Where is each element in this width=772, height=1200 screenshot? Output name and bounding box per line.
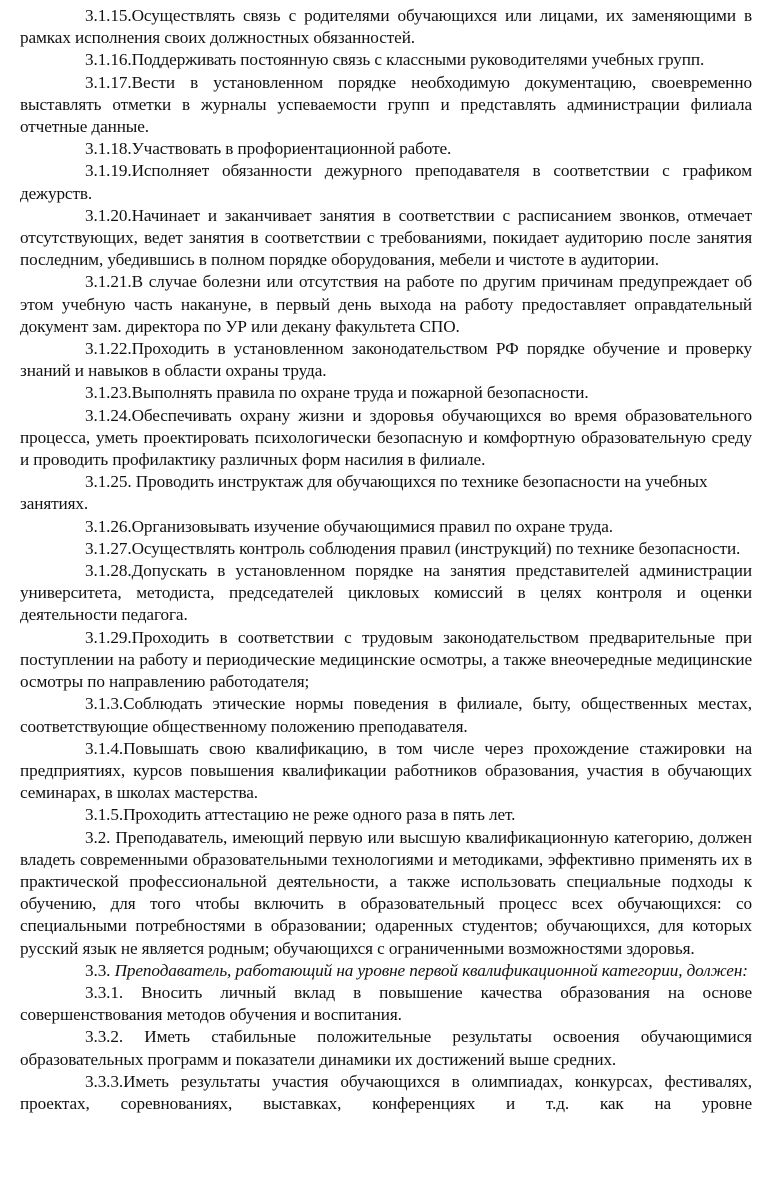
paragraph-3-1-28 [20,560,752,627]
paragraph-3-1-20 [20,205,752,272]
paragraph-3-1-22 [20,338,752,382]
paragraph-text: Выполнять правила по охране труда и пожарной безопасности. [131,383,589,403]
paragraph-number: 3.1.15. [85,6,132,25]
paragraph-text: Вносить личный вклад в повышение качества образования на основе совершенствования методов обучения и воспитания. [20,982,752,1025]
paragraph-text: Участвовать в профориентационной работе. [131,139,452,159]
paragraph-3-3-2 [20,1026,752,1070]
paragraph-3-1-15 [20,5,752,49]
paragraph-text: Соблюдать этические нормы поведения в филиале, быту, общественных местах, соответствующие общественному положению преподавателя. [20,694,752,736]
paragraph-text: Осуществлять связь с родителями обучающихся или лицами, их заменяющими в рамках исполнения своих должностных обязанностей. [20,6,752,48]
paragraph-number: 3.3. [85,960,115,980]
paragraph-number: 3.1.26. [85,516,132,536]
paragraph-number: 3.1.23. [85,383,132,403]
paragraph-3-1-26 [20,516,752,538]
paragraph-text: Вести в установленном порядке необходимую документацию, своевременно выставлять отметки в журналы успеваемости групп и представлять администрации филиала отчетные данные. [20,72,752,137]
paragraph-3-1-18 [20,138,752,160]
paragraph-number: 3.3.2. [85,1027,145,1047]
document-page [20,5,752,1115]
paragraph-text: Повышать свою квалификацию, в том числе через прохождение стажировки на предприятиях, курсов повышения квалификации работников образования, участия в обучающих семинарах, в школах мастерства. [20,738,752,803]
paragraph-number: 3.1.29. [85,627,132,647]
paragraph-3-1-23 [20,382,752,404]
paragraph-number: 3.1.25. [85,472,136,492]
paragraph-number: 3.1.17. [85,72,132,92]
paragraph-text: Организовывать изучение обучающимися правил по охране труда. [131,516,613,536]
paragraph-3-2 [20,827,752,960]
paragraph-text: Проходить в соответствии с трудовым законодательством предварительные при поступлении на работу и периодические медицинские осмотры, а также внеочередные медицинские осмотры по направлению работодателя; [20,627,752,692]
paragraph-text: Осуществлять контроль соблюдения правил (инструкций) по технике безопасности. [131,538,741,558]
paragraph-number: 3.1.27. [85,538,132,558]
paragraph-3-3-heading [20,960,752,982]
paragraph-3-1-4 [20,738,752,805]
paragraph-3-1-17 [20,72,752,139]
paragraph-number: 3.1.19. [85,161,132,181]
paragraph-text: Проходить в установленном законодательством РФ порядке обучение и проверку знаний и навыков в области охраны труда. [20,339,752,381]
paragraph-3-1-25 [20,471,752,515]
paragraph-text: Проводить инструктаж для обучающихся по технике безопасности на учебных занятиях. [20,472,708,514]
paragraph-number: 3.1.16. [85,50,132,70]
paragraph-number: 3.3.3. [85,1071,124,1091]
paragraph-text: Проходить аттестацию не реже одного раза в пять лет. [123,805,516,825]
paragraph-number: 3.1.22. [85,339,132,359]
paragraph-number: 3.2. [85,827,116,847]
paragraph-text-italic: Преподаватель, работающий на уровне первой квалификационной категории, должен: [114,960,748,980]
paragraph-number: 3.1.4. [85,738,124,758]
paragraph-number: 3.3.1. [85,982,142,1002]
paragraph-3-3-1 [20,982,752,1026]
paragraph-text: Исполняет обязанности дежурного преподавателя в соответствии с графиком дежурств. [20,161,752,203]
paragraph-text: Преподаватель, имеющий первую или высшую квалификационную категорию, должен владеть современными образовательными технологиями и методиками, эффективно применять их в практической профессиональной деятельности, а также использовать специальные подходы к обучению, для того чтобы включить в образовательный процесс всех обучающихся: со специальными потребностями в образовании; одаренных студентов; обучающихся, для которых русский язык не является родным; обучающихся с ограниченными возможностями здоровья. [20,827,752,958]
paragraph-3-3-3 [20,1071,752,1115]
paragraph-3-1-21 [20,271,752,338]
paragraph-3-1-27 [20,538,752,560]
paragraph-text: Допускать в установленном порядке на занятия представителей администрации университета, методиста, председателей цикловых комиссий в целях контроля и оценки деятельности педагога. [20,561,752,625]
paragraph-number: 3.1.21. [85,272,132,292]
paragraph-text: Иметь результаты участия обучающихся в олимпиадах, конкурсах, фестивалях, проектах, соревнованиях, выставках, конференциях и т.д. как на уровне [20,1071,752,1113]
paragraph-3-1-29 [20,627,752,694]
paragraph-text: Поддерживать постоянную связь с классными руководителями учебных групп. [131,50,705,70]
paragraph-3-1-24 [20,405,752,472]
paragraph-number: 3.1.28. [85,561,132,581]
paragraph-3-1-16 [20,49,752,71]
paragraph-3-1-5 [20,804,752,826]
paragraph-number: 3.1.24. [85,405,132,425]
paragraph-3-1-19 [20,160,752,204]
paragraph-text: В случае болезни или отсутствия на работе по другим причинам предупреждает об этом учебную часть накануне, в первый день выхода на работу предоставляет оправдательный документ зам. директора по УР или декану факультета СПО. [20,272,752,336]
paragraph-text: Начинает и заканчивает занятия в соответствии с расписанием звонков, отмечает отсутствующих, ведет занятия в соответствии с требованиями, покидает аудиторию после занятия последним, убедившись в полном порядке оборудования, мебели и чистоте в аудитории. [20,205,752,270]
paragraph-number: 3.1.5. [85,805,124,825]
paragraph-number: 3.1.18. [85,139,132,159]
paragraph-number: 3.1.3. [85,694,124,714]
paragraph-3-1-3 [20,693,752,737]
paragraph-text: Иметь стабильные положительные результаты освоения обучающимися образовательных программ и показатели динамики их достижений выше средних. [20,1027,752,1069]
paragraph-number: 3.1.20. [85,205,132,225]
paragraph-text: Обеспечивать охрану жизни и здоровья обучающихся во время образовательного процесса, уметь проектировать психологически безопасную и комфортную образовательную среду и проводить профилактику различных форм насилия в филиале. [20,405,752,470]
